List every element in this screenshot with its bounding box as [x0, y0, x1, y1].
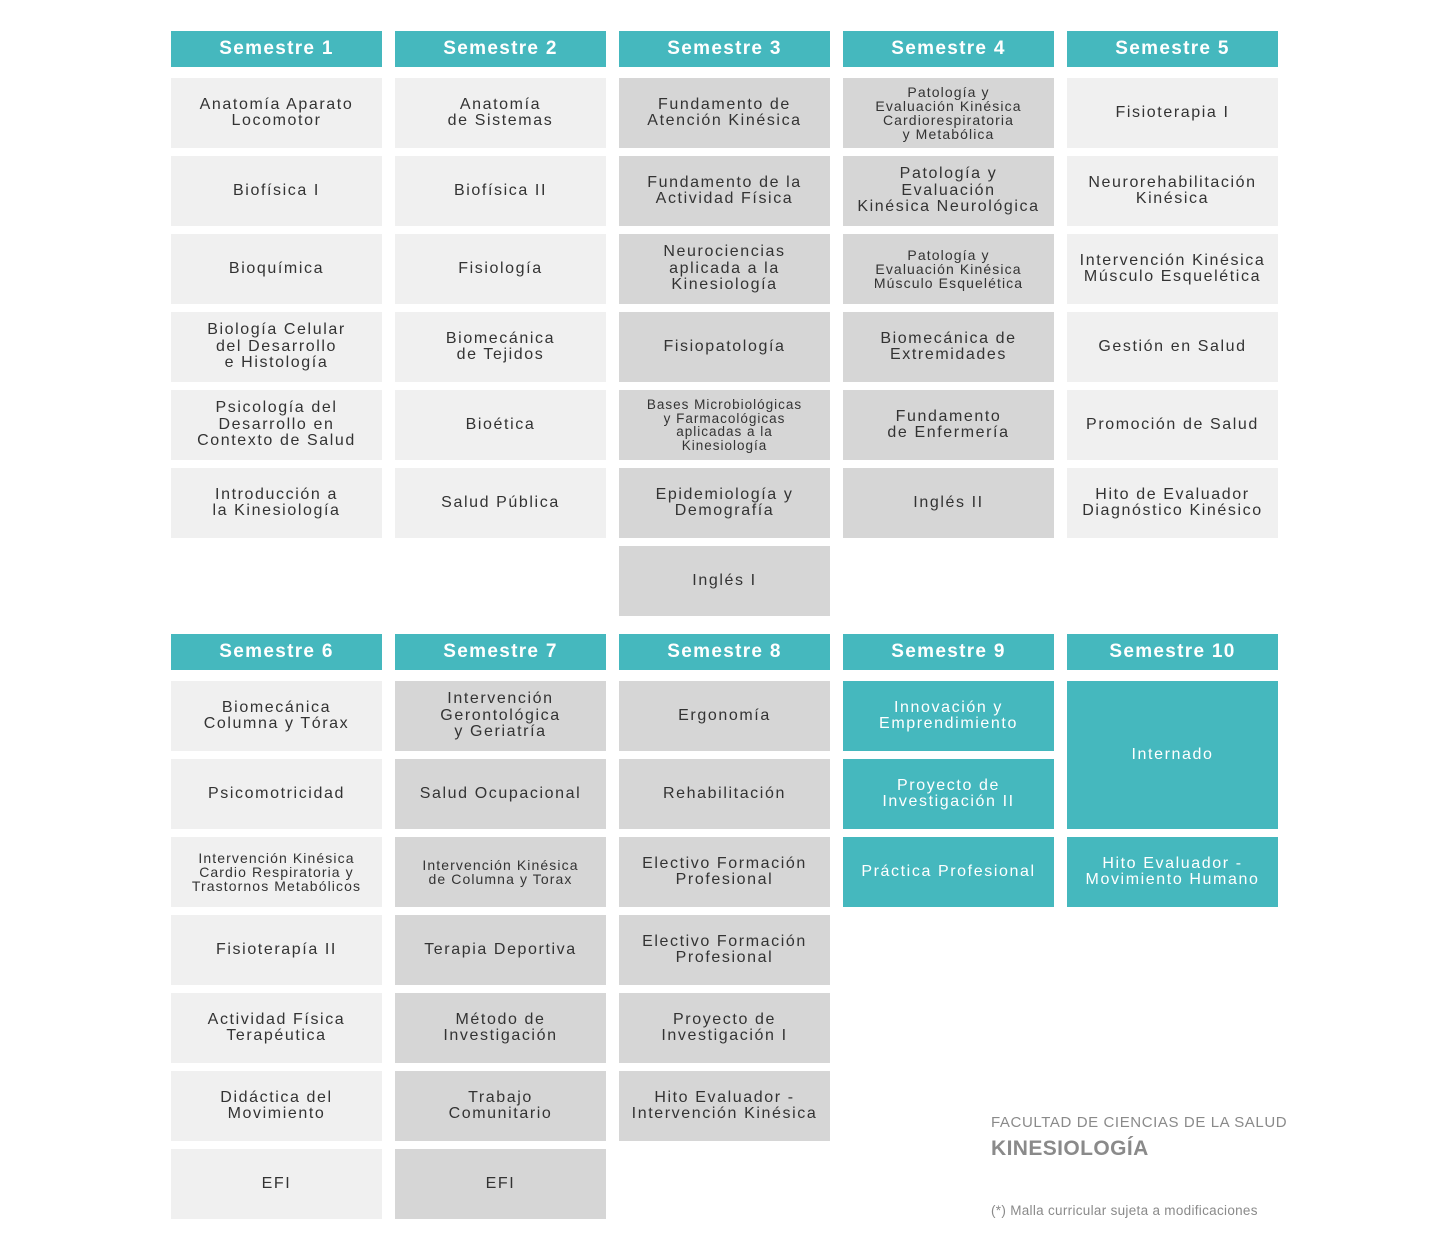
course-cell: Electivo Formación Profesional: [619, 837, 830, 907]
course-cell: Neurociencias aplicada a la Kinesiología: [619, 234, 830, 304]
course-cell: Fisioterapia I: [1067, 78, 1278, 148]
course-cell: Intervención Kinésica Cardio Respiratoria y Trastornos Metabólicos: [171, 837, 382, 907]
course-cell: Biomecánica de Tejidos: [395, 312, 606, 382]
course-cell: Proyecto de Investigación I: [619, 993, 830, 1063]
course-cell: Hito de Evaluador Diagnóstico Kinésico: [1067, 468, 1278, 538]
course-cell: Didáctica del Movimiento: [171, 1071, 382, 1141]
course-cell: Proyecto de Investigación II: [843, 759, 1054, 829]
course-cell: Intervención Gerontológica y Geriatría: [395, 681, 606, 751]
course-cell: Inglés I: [619, 546, 830, 616]
course-cell: Neurorehabilitación Kinésica: [1067, 156, 1278, 226]
semester-column: [395, 31, 606, 616]
course-cell: Psicomotricidad: [171, 759, 382, 829]
semester-grid-top: [171, 31, 1277, 616]
disclaimer-note: (*) Malla curricular sujeta a modificaciones: [991, 1203, 1258, 1218]
course-cell: Inglés II: [843, 468, 1054, 538]
course-cell: Fundamento de la Actividad Física: [619, 156, 830, 226]
semester-header: Semestre 5: [1067, 31, 1278, 67]
course-cell: Hito Evaluador - Intervención Kinésica: [619, 1071, 830, 1141]
course-cell: Terapia Deportiva: [395, 915, 606, 985]
course-cell: Psicología del Desarrollo en Contexto de Salud: [171, 390, 382, 460]
course-cell: Salud Pública: [395, 468, 606, 538]
course-cell: Intervención Kinésica Músculo Esquelética: [1067, 234, 1278, 304]
semester-header: Semestre 2: [395, 31, 606, 67]
course-cell: Rehabilitación: [619, 759, 830, 829]
course-list: [1067, 681, 1278, 907]
program-name: KINESIOLOGÍA: [991, 1137, 1149, 1160]
course-list: [171, 78, 382, 538]
course-cell: Salud Ocupacional: [395, 759, 606, 829]
semester-column: [171, 634, 382, 1219]
semester-column: [171, 31, 382, 616]
course-cell: Innovación y Emprendimiento: [843, 681, 1054, 751]
semester-header: Semestre 6: [171, 634, 382, 670]
semester-column: [1067, 31, 1278, 616]
course-cell: Internado: [1067, 681, 1278, 829]
course-list: [843, 78, 1054, 538]
course-cell: Anatomía Aparato Locomotor: [171, 78, 382, 148]
course-cell: Fundamento de Enfermería: [843, 390, 1054, 460]
course-cell: Fisiopatología: [619, 312, 830, 382]
course-cell: Gestión en Salud: [1067, 312, 1278, 382]
course-cell: Bioquímica: [171, 234, 382, 304]
course-cell: Biología Celular del Desarrollo e Histología: [171, 312, 382, 382]
course-cell: Fisiología: [395, 234, 606, 304]
footer-block: [991, 1114, 1287, 1161]
course-list: [395, 78, 606, 538]
course-cell: Epidemiología y Demografía: [619, 468, 830, 538]
semester-column: [619, 634, 830, 1219]
course-list: [171, 681, 382, 1219]
semester-header: Semestre 10: [1067, 634, 1278, 670]
semester-header: Semestre 9: [843, 634, 1054, 670]
course-cell: Biomecánica Columna y Tórax: [171, 681, 382, 751]
faculty-name: FACULTAD DE CIENCIAS DE LA SALUD: [991, 1114, 1288, 1131]
course-cell: Promoción de Salud: [1067, 390, 1278, 460]
course-cell: Ergonomía: [619, 681, 830, 751]
course-list: [395, 681, 606, 1219]
course-cell: Bioética: [395, 390, 606, 460]
course-cell: Actividad Física Terapéutica: [171, 993, 382, 1063]
course-list: [619, 681, 830, 1141]
course-cell: Biomecánica de Extremidades: [843, 312, 1054, 382]
semester-column: [619, 31, 830, 616]
course-cell: Método de Investigación: [395, 993, 606, 1063]
semester-header: Semestre 7: [395, 634, 606, 670]
course-cell: Biofísica I: [171, 156, 382, 226]
course-cell: Bases Microbiológicas y Farmacológicas aplicadas a la Kinesiología: [619, 390, 830, 460]
course-cell: EFI: [395, 1149, 606, 1219]
course-cell: Electivo Formación Profesional: [619, 915, 830, 985]
course-cell: Biofísica II: [395, 156, 606, 226]
course-cell: Fisioterapía II: [171, 915, 382, 985]
semester-header: Semestre 3: [619, 31, 830, 67]
course-cell: Hito Evaluador - Movimiento Humano: [1067, 837, 1278, 907]
course-cell: Patología y Evaluación Kinésica Neurológica: [843, 156, 1054, 226]
course-cell: Práctica Profesional: [843, 837, 1054, 907]
course-cell: Patología y Evaluación Kinésica Músculo Esquelética: [843, 234, 1054, 304]
course-cell: Patología y Evaluación Kinésica Cardiorespiratoria y Metabólica: [843, 78, 1054, 148]
course-list: [619, 78, 830, 616]
semester-header: Semestre 4: [843, 31, 1054, 67]
semester-column: [843, 31, 1054, 616]
semester-header: Semestre 1: [171, 31, 382, 67]
semester-column: [395, 634, 606, 1219]
course-cell: Fundamento de Atención Kinésica: [619, 78, 830, 148]
course-cell: EFI: [171, 1149, 382, 1219]
course-cell: Trabajo Comunitario: [395, 1071, 606, 1141]
course-cell: Intervención Kinésica de Columna y Torax: [395, 837, 606, 907]
course-list: [843, 681, 1054, 907]
course-cell: Introducción a la Kinesiología: [171, 468, 382, 538]
course-list: [1067, 78, 1278, 538]
semester-header: Semestre 8: [619, 634, 830, 670]
course-cell: Anatomía de Sistemas: [395, 78, 606, 148]
